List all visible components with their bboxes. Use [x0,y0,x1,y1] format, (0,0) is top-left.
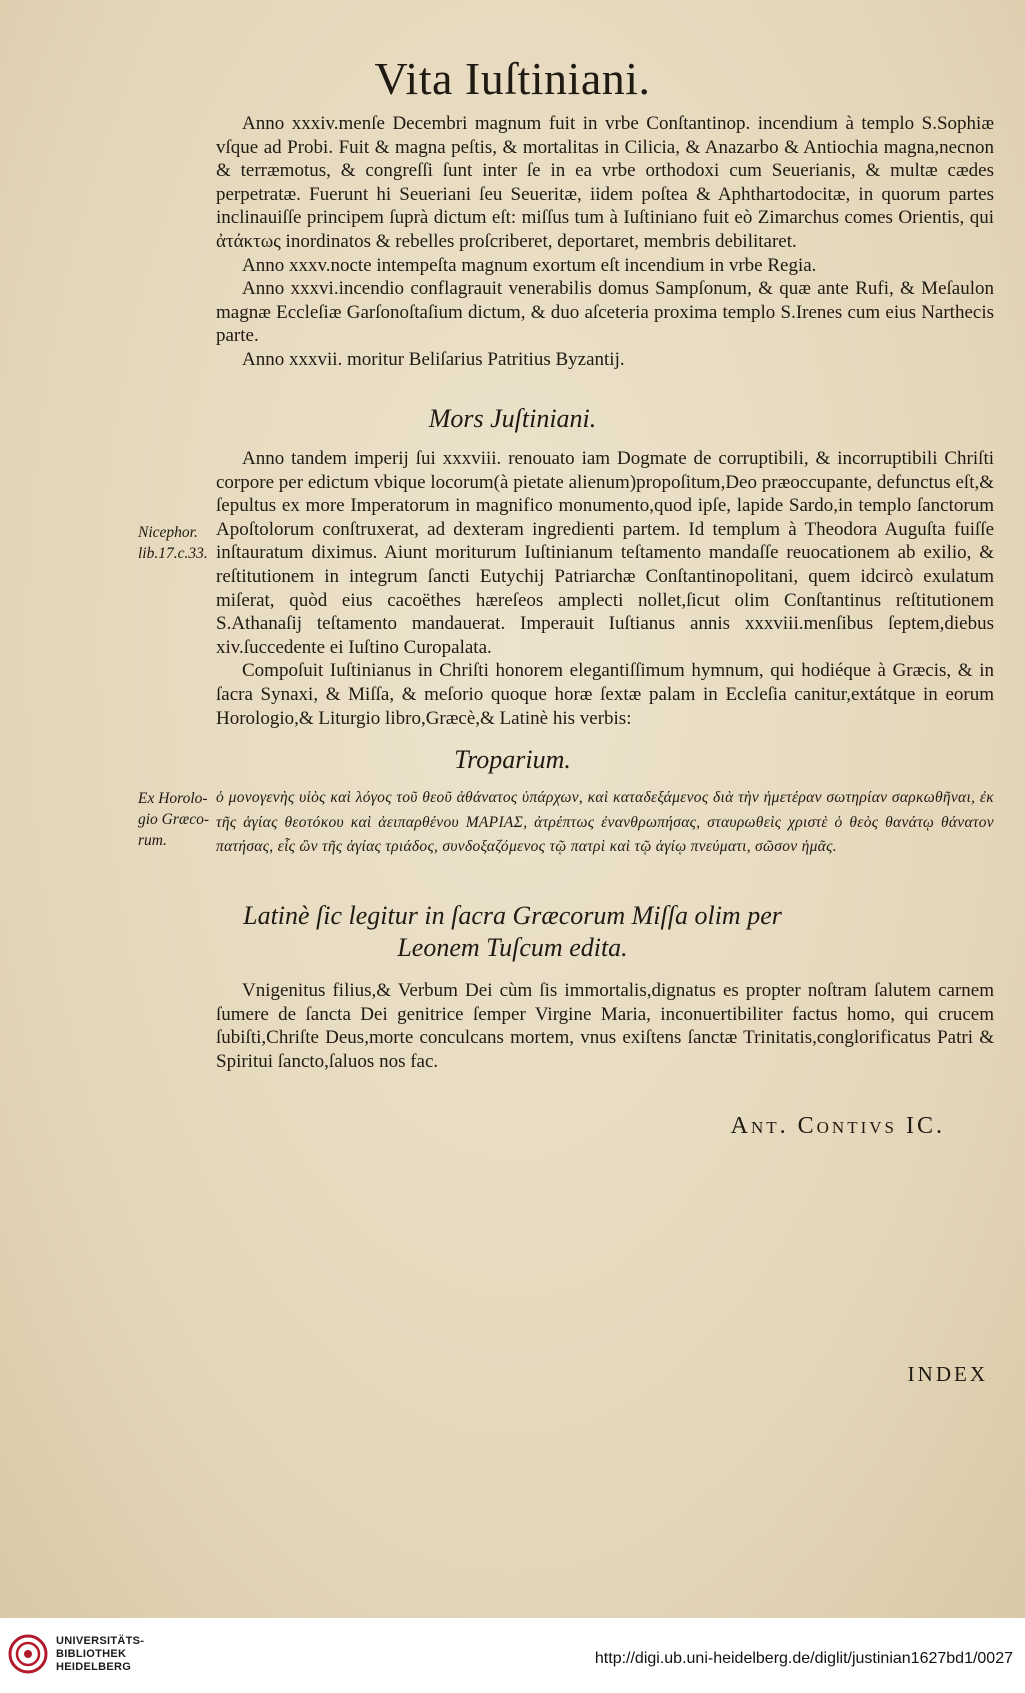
heading-troparium: Troparium. [454,745,571,774]
library-logo[interactable] [8,1634,144,1674]
library-name: UNIVERSITÄTS- BIBLIOTHEK HEIDELBERG [56,1634,145,1673]
margin-note-nicephor: Nicephor. lib.17.c.33. [138,524,208,562]
author-signature: Ant. Contivs IC. [730,1113,945,1139]
source-url-link[interactable]: http://digi.ub.uni-heidelberg.de/diglit/justinian1627bd1/0027 [594,1650,1013,1667]
library-seal-icon [8,1634,48,1674]
paragraph-anno-35: Anno xxxv.nocte intempeſta magnum exortum eſt incendium in vrbe Regia. [242,254,817,276]
catchword-index: INDEX [907,1362,988,1386]
text-block-latin [216,979,994,1073]
text-block-mors [216,447,994,730]
paragraph-vnigenitus: Vnigenitus filius,& Verbum Dei cùm ſis immortalis,dignatus es propter noſtram ſalutem carnem ſumere de ſancta Dei genitrice ſemper Virgine Maria, inconuertibiliter factus homo, qui crucem ſubiſti,Chriſte Deus,morte conculcans mortem, vnus exiſtens ſanctæ Trinitatis,conglorificatus Patri & Spiritui ſancto,ſaluos nos fac. [216,980,994,1072]
greek-troparion-text: ὁ μονογενὴς υἱὸς καὶ λόγος τοῦ θεοῦ ἀθάνατος ὑπάρχων, καὶ καταδεξάμενος διὰ τὴν ἡμετέραν σωτηρίαν σαρκωθῆναι, ἐκ τῆς ἁγίας θεοτόκου καὶ ἀειπαρθένου ΜΑΡΙΑΣ, ἀτρέπτως ἐνανθρωπήσας, σταυρωθεὶς χριστὲ ὁ θεὸς θανάτῳ θάνατον πατήσας, εἷς ὢν τῆς ἁγίας τριάδος, συνδοξαζόμενος τῷ πατρὶ καὶ τῷ ἁγίῳ πνεύματι, σῶσον ἡμᾶς. [216,789,994,855]
paragraph-mors: Anno tandem imperij ſui xxxviii. renouato iam Dogmate de corruptibili, & incorruptibili Chriſti corpore per edictum vbique locorum(à pietate alienum)propoſitum,Deo præoccupante, defunctus eſt,& ſepultus ex more Imperatorum in magnifico monumento,quod ipſe, lapide Sardo,in templo ſanctorum Apoſtolorum conſtruxerat, ad dexteram ingredienti partem. Id templum à Theodora Auguſta fuiſſe inſtauratum diximus. Aiunt moriturum Iuſtinianum teſtamento mandaſſe reuocationem ab exilio, & reſtitutionem in integrum ſancti Eutychij Patriarchæ Conſtantinopolitani, quem idcircò exulatum miſerat, quòd eius cacoëthes hæreſeos amplecti nollet,ſicut olim Conſtantinus reſtitutionem S.Athanaſij teſtamento mandauerat. Imperauit Iuſtianus annis xxxviii.menſibus ſeptem,diebus xiv.ſuccedente ei Iuſtino Curopalata. [216,448,994,658]
text-block-top [216,112,994,372]
heading-latin-version: Latinè ſic legitur in ſacra Græcorum Miſſa olim per Leonem Tuſcum edita. [243,901,782,962]
footer-bar [0,1618,1025,1693]
margin-note-horologio: Ex Horolo- gio Græco- rum. [138,790,210,849]
heading-mors-justiniani: Mors Juſtiniani. [428,404,597,433]
page-title: Vita Iuſtiniani. [374,53,651,104]
paragraph-anno-36: Anno xxxvi.incendio conflagrauit venerabilis domus Sampſonum, & quæ ante Rufi, & Meſaulon magnæ Eccleſiæ Garſonoſtaſium dictum, & duo aſceteria proxima templo S.Irenes cum eius Narthecis parte. [216,278,994,347]
paragraph-hymnum: Compoſuit Iuſtinianus in Chriſti honorem elegantiſſimum hymnum, qui hodiéque à Græcis, & in ſacra Synaxi, & Miſſa, & meſorio quoque horæ ſextæ palam in Eccleſia canitur,extátque in eorum Horologio,& Liturgio libro,Græcè,& Latinè his verbis: [216,660,994,729]
paragraph-anno-37: Anno xxxvii. moritur Beliſarius Patritius Byzantij. [242,348,625,370]
paragraph-anno-34: Anno xxxiv.menſe Decembri magnum fuit in vrbe Conſtantinop. incendium à templo S.Sophiæ vſque ad Probi. Fuit & magna peſtis, & mortalitas in Cilicia, & Anazarbo & Antiochia magna,necnon & terræmotus, & congreſſi ſunt inter ſe in ea vrbe orthodoxi cum Seuerianis, & multæ cædes perpetratæ. Fuerunt hi Seueriani ſeu Seueritæ, iidem poſtea & Aphthartodocitæ, in quorum partes inclinauiſſe principem ſuprà dictum eſt: miſſus tum à Iuſtiniano fuit eò Zimarchus comes Orientis, qui ἀτάκτως inordinatos & rebelles proſcriberet, deportaret, membris debilitaret. [216,113,994,252]
